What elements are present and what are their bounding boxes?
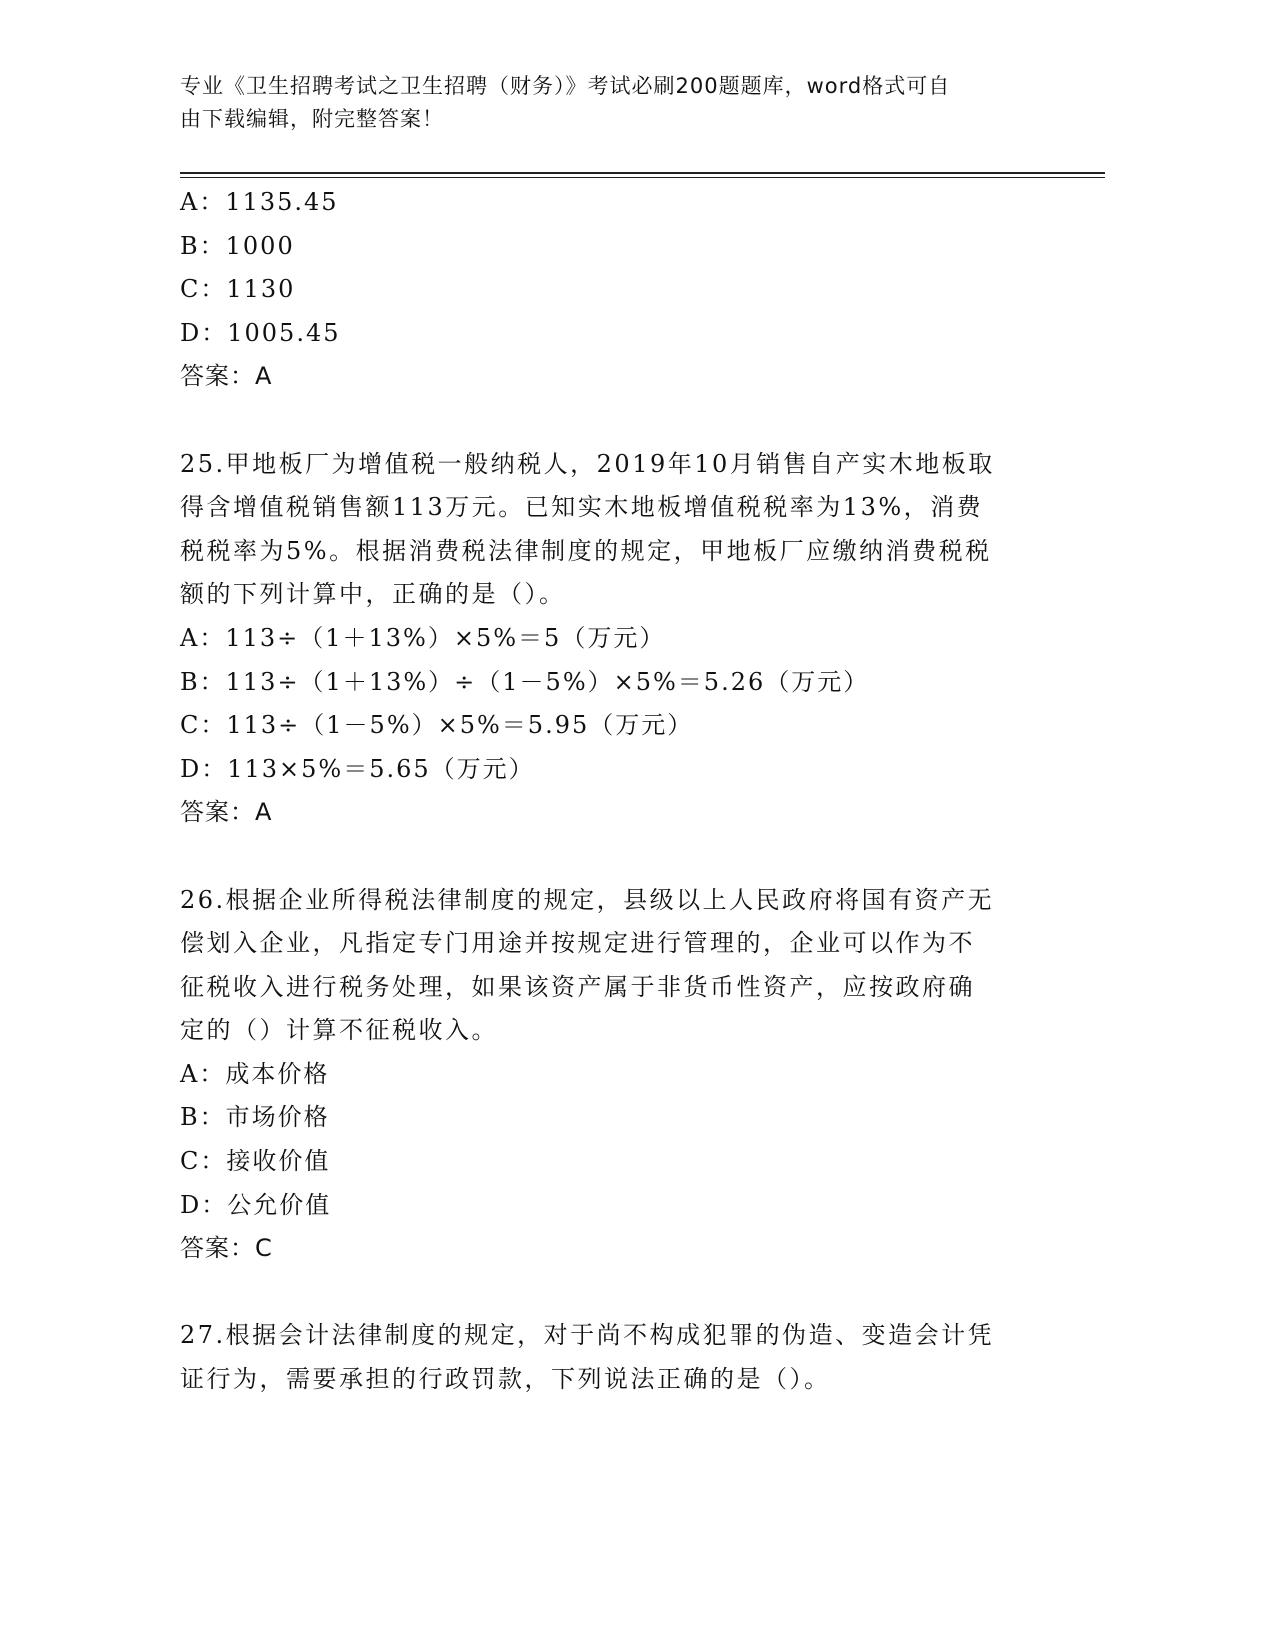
option-a: A：成本价格: [180, 1059, 330, 1088]
option-a: A：113÷（1＋13%）×5%＝5（万元）: [180, 623, 666, 652]
option-d: D：113×5%＝5.65（万元）: [180, 754, 535, 783]
option-c: C：1130: [180, 275, 296, 304]
header-divider-thick: [180, 172, 1105, 174]
document-body: [180, 181, 1040, 1402]
question-24-continued: [180, 181, 1040, 399]
stem-line: 27.根据会计法律制度的规定，对于尚不构成犯罪的伪造、变造会计凭: [180, 1321, 995, 1350]
stem-line: 偿划入企业，凡指定专门用途并按规定进行管理的，企业可以作为不: [180, 929, 975, 958]
answer-line: 答案：A: [180, 362, 273, 391]
stem-line: 额的下列计算中，正确的是（）。: [180, 580, 566, 609]
option-d: D：公允价值: [180, 1190, 332, 1219]
option-b: B：市场价格: [180, 1103, 330, 1132]
question-stem: [180, 443, 1040, 617]
stem-line: 定的（）计算不征税收入。: [180, 1016, 498, 1045]
document-header: [180, 70, 1040, 136]
option-d: D：1005.45: [180, 318, 341, 347]
option-c: C：接收价值: [180, 1147, 331, 1176]
question-27: [180, 1314, 1040, 1401]
answer-line: 答案：A: [180, 798, 273, 827]
stem-line: 证行为，需要承担的行政罚款，下列说法正确的是（）。: [180, 1365, 831, 1394]
stem-line: 征税收入进行税务处理，如果该资产属于非货币性资产，应按政府确: [180, 972, 975, 1001]
option-c: C：113÷（1－5%）×5%＝5.95（万元）: [180, 711, 694, 740]
header-line-2: 由下载编辑，附完整答案！: [180, 107, 444, 131]
header-line-1: 专业《卫生招聘考试之卫生招聘（财务）》考试必刷200题题库，word格式可自: [180, 74, 951, 98]
stem-line: 税税率为5%。根据消费税法律制度的规定，甲地板厂应缴纳消费税税: [180, 536, 992, 565]
question-stem: [180, 1314, 1040, 1401]
option-b: B：113÷（1＋13%）÷（1－5%）×5%＝5.26（万元）: [180, 667, 870, 696]
option-b: B：1000: [180, 231, 295, 260]
spacer: [180, 1271, 1040, 1315]
question-25: [180, 443, 1040, 835]
spacer: [180, 835, 1040, 879]
question-stem: [180, 879, 1040, 1053]
stem-line: 25.甲地板厂为增值税一般纳税人，2019年10月销售自产实木地板取: [180, 449, 995, 478]
stem-line: 26.根据企业所得税法律制度的规定，县级以上人民政府将国有资产无: [180, 885, 995, 914]
option-a: A：1135.45: [180, 188, 339, 216]
stem-line: 得含增值税销售额113万元。已知实木地板增值税税率为13%，消费: [180, 493, 984, 522]
answer-line: 答案：C: [180, 1234, 273, 1263]
spacer: [180, 399, 1040, 443]
question-26: [180, 879, 1040, 1271]
header-divider-thin: [180, 177, 1105, 178]
